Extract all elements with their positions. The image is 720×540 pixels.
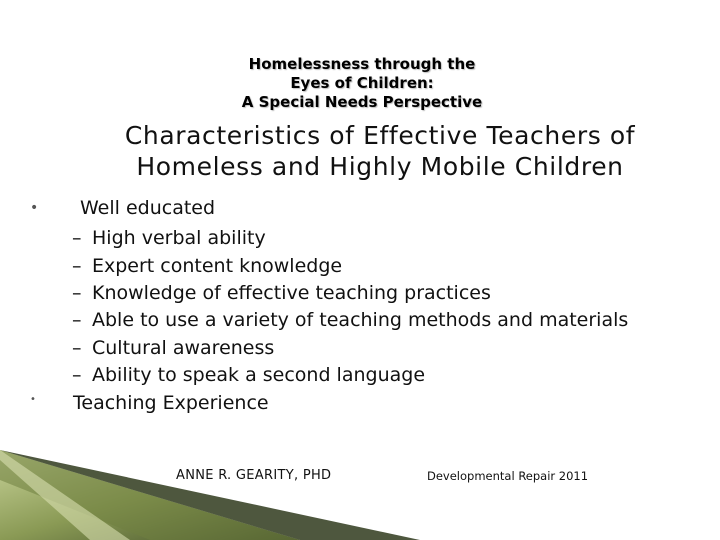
sub-item: High verbal ability	[92, 227, 266, 249]
header-line-2: Eyes of Children:	[290, 74, 434, 92]
slide-title-line-1: Characteristics of Effective Teachers of	[124, 121, 636, 150]
slide-title-line-2: Homeless and Highly Mobile Children	[136, 152, 624, 181]
header-line-3: A Special Needs Perspective	[241, 93, 483, 111]
sub-item: Expert content knowledge	[92, 255, 343, 277]
footer-author: ANNE R. GEARITY, PHD	[176, 468, 332, 483]
dash-marker: –	[72, 364, 82, 386]
sub-item: Able to use a variety of teaching methods and materials	[92, 309, 629, 331]
header-line-1: Homelessness through the	[248, 55, 476, 73]
dash-marker: –	[72, 255, 82, 277]
dash-marker: –	[72, 282, 82, 304]
dash-marker: –	[72, 309, 82, 331]
dash-marker: –	[72, 227, 82, 249]
bullet-well-educated: Well educated	[80, 197, 216, 219]
dash-marker: –	[72, 337, 82, 359]
bullet-marker: •	[30, 200, 39, 216]
bullet-marker: •	[30, 394, 36, 405]
footer-source: Developmental Repair 2011	[427, 469, 589, 483]
sub-item: Ability to speak a second language	[92, 364, 426, 386]
sub-item: Cultural awareness	[92, 337, 275, 359]
bullet-teaching-experience: Teaching Experience	[73, 392, 269, 414]
sub-item: Knowledge of effective teaching practices	[92, 282, 491, 304]
